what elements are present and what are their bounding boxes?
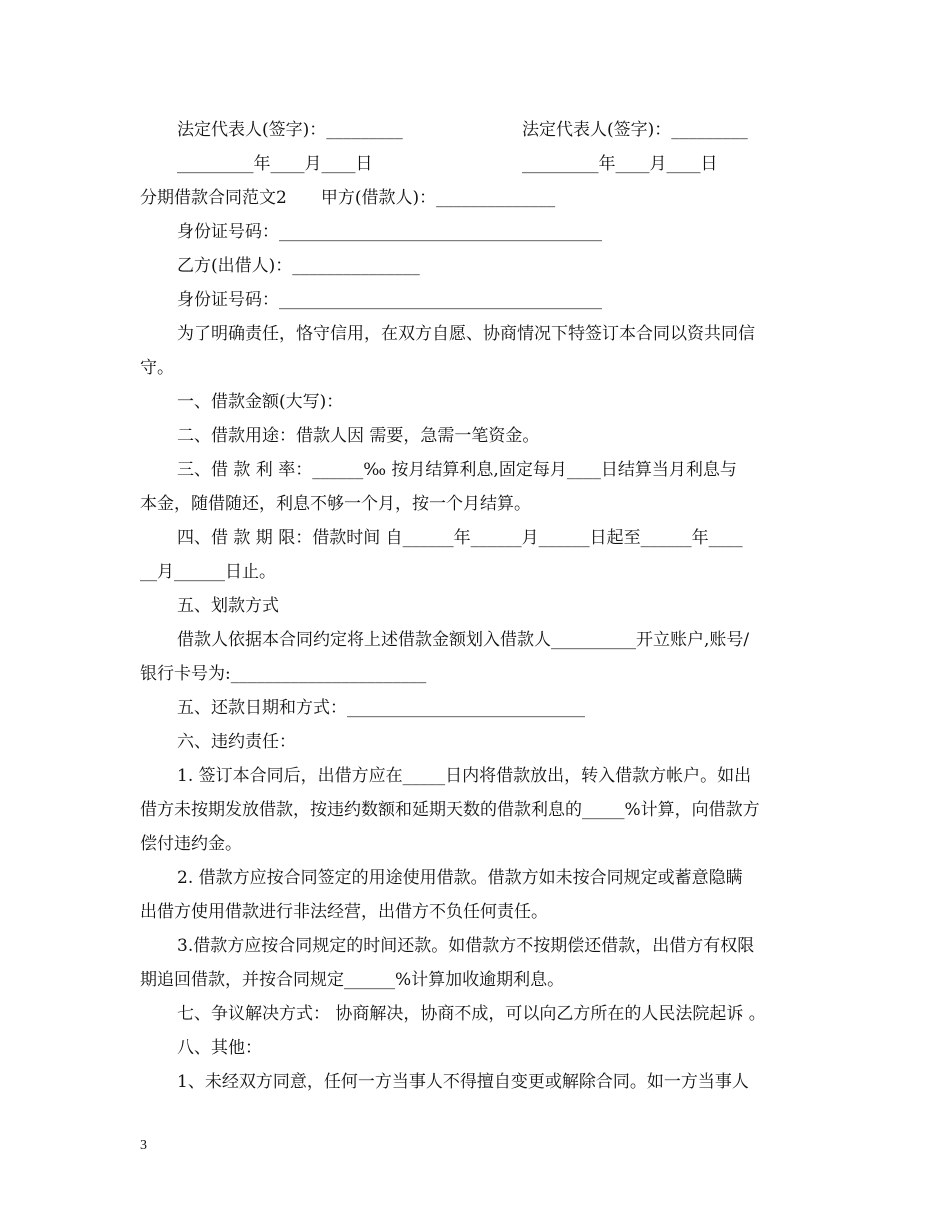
page-number: 3 [140, 1138, 147, 1153]
clause-transfer-method: 五、划款方式 [177, 596, 279, 616]
id-number-line-b: 身份证号码：______________________________________ [177, 290, 602, 310]
clause-dispute: 七、争议解决方式： 协商解决，协商不成，可以向乙方所在的人民法院起诉 。 [177, 1004, 766, 1024]
liability-item-2: 出借方使用借款进行非法经营，出借方不负任何责任。 [140, 902, 548, 922]
signature-line-party-b: 法定代表人(签字)：_________ [522, 120, 748, 140]
clause-loan-term: 四、借 款 期 限：借款时间 自______年______月______日起至______年____ [177, 528, 743, 548]
liability-item-1: 1. 签订本合同后，出借方应在_____日内将借款放出，转入借款方帐户。如出 [177, 766, 752, 786]
liability-item-3: 3.借款方应按合同规定的时间还款。如借款方不按期偿还借款，出借方有权限 [177, 936, 755, 956]
clause-liability: 六、违约责任： [177, 732, 296, 752]
id-number-line-a: 身份证号码：______________________________________ [177, 222, 602, 242]
clause-loan-term: __月______日止。 [140, 562, 276, 582]
clause-other: 八、其他： [177, 1038, 262, 1058]
liability-item-1: 偿付违约金。 [140, 834, 242, 854]
clause-interest-rate: 本金，随借随还，利息不够一个月，按一个月结算。 [140, 494, 531, 514]
contract-title-party-a: 分期借款合同范文2 甲方(借款人)：______________ [140, 188, 556, 208]
party-b-line: 乙方(出借人)：_______________ [177, 256, 420, 276]
liability-item-3: 期追回借款，并按合同规定______%计算加收逾期利息。 [140, 970, 565, 990]
liability-item-2: 2. 借款方应按合同签定的用途使用借款。借款方如未按合同规定或蓄意隐瞒 [177, 868, 743, 888]
clause-transfer-text: 借款人依据本合同约定将上述借款金额划入借款人__________开立账户,账号/ [177, 630, 750, 650]
signature-line-party-a: 法定代表人(签字)：_________ [177, 120, 403, 140]
date-line-party-a: _________年____月____日 [177, 154, 373, 174]
date-line-party-b: _________年____月____日 [522, 154, 718, 174]
clause-purpose: 二、借款用途：借款人因 需要，急需一笔资金。 [177, 426, 540, 446]
clause-interest-rate: 三、借 款 利 率：______‰ 按月结算利息,固定每月____日结算当月利息与 [177, 460, 737, 480]
clause-transfer-text: 银行卡号为:_______________________ [140, 664, 427, 684]
liability-item-1: 借方未按期发放借款，按违约数额和延期天数的借款利息的_____%计算，向借款方 [140, 800, 760, 820]
clause-amount: 一、借款金额(大写)： [177, 392, 344, 412]
clause-repayment: 五、还款日期和方式：____________________________ [177, 698, 585, 718]
other-item-1: 1、未经双方同意，任何一方当事人不得擅自变更或解除合同。如一方当事人 [177, 1072, 749, 1092]
preamble-line: 守。 [140, 358, 174, 378]
preamble-line: 为了明确责任，恪守信用，在双方自愿、协商情况下特签订本合同以资共同信 [177, 324, 755, 344]
